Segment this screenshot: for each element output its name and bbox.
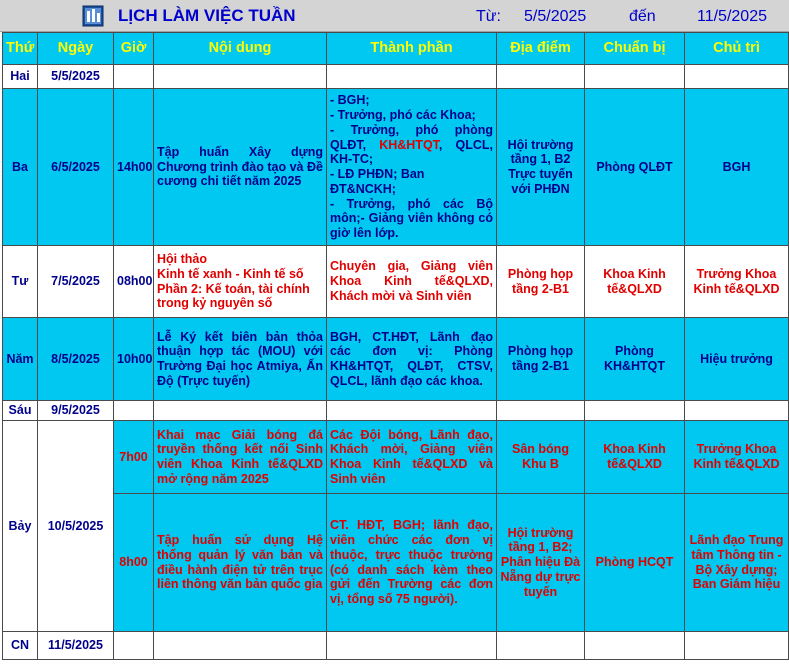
day-cell: CN xyxy=(3,632,38,660)
time-cell xyxy=(114,65,154,89)
table-row xyxy=(3,421,789,494)
host-cell xyxy=(685,65,789,89)
day-cell: Bảy xyxy=(3,421,38,632)
participants-cell xyxy=(327,65,497,89)
host-cell: Lãnh đạo Trung tâm Thông tin - Bộ Xây dựng; Ban Giám hiệu xyxy=(685,494,789,632)
time-cell: 14h00 xyxy=(114,89,154,246)
location-cell: Phòng họp tầng 2-B1 xyxy=(497,318,585,401)
participants-cell xyxy=(327,401,497,421)
location-cell: Sân bóng Khu B xyxy=(497,421,585,494)
participant-line: - BGH; xyxy=(330,93,370,108)
participant-text: , QLCL, KH-TC; xyxy=(330,137,493,167)
time-cell: 10h00 xyxy=(114,318,154,401)
date-cell: 5/5/2025 xyxy=(38,65,114,89)
host-cell: BGH xyxy=(685,89,789,246)
table-row xyxy=(3,65,789,89)
participant-text: - Trưởng, phó phòng QLĐT, xyxy=(330,122,493,152)
content-cell xyxy=(154,65,327,89)
location-cell xyxy=(497,401,585,421)
time-cell: 7h00 xyxy=(114,421,154,494)
participants-cell: Các Đội bóng, Lãnh đạo, Khách mời, Giảng viên Khoa Kinh tế&QLXD và Sinh viên xyxy=(327,421,497,494)
content-line: Kinh tế xanh - Kinh tế số xyxy=(157,266,304,281)
content-cell: Khai mạc Giải bóng đá truyền thống kết nối Sinh viên Khoa Kinh tế&QLXD mở rộng năm 2025 xyxy=(154,421,327,494)
date-cell: 11/5/2025 xyxy=(38,632,114,660)
day-cell: Tư xyxy=(3,246,38,318)
table-row xyxy=(3,494,789,632)
content-line: Hội thảo xyxy=(157,252,207,266)
host-cell: Trưởng Khoa Kinh tế&QLXD xyxy=(685,246,789,318)
page-title: LỊCH LÀM VIỆC TUẦN xyxy=(118,6,296,25)
table-row xyxy=(3,632,789,660)
participant-line: - LĐ PHĐN; Ban ĐT&NCKH; xyxy=(330,167,425,196)
preparation-cell: Khoa Kinh tế&QLXD xyxy=(585,421,685,494)
content-cell xyxy=(154,632,327,660)
col-header-time: Giờ xyxy=(114,33,154,65)
from-label: Từ: xyxy=(476,8,501,25)
date-cell: 7/5/2025 xyxy=(38,246,114,318)
col-header-host: Chủ trì xyxy=(685,33,789,65)
time-cell xyxy=(114,632,154,660)
content-cell: Tập huấn sử dụng Hệ thống quản lý văn bản và điều hành điện tử trên trục liên thông văn bản quốc gia xyxy=(154,494,327,632)
location-cell xyxy=(497,65,585,89)
host-cell xyxy=(685,401,789,421)
calendar-logo-icon xyxy=(82,5,104,27)
host-cell xyxy=(685,632,789,660)
to-label: đến xyxy=(629,8,656,25)
preparation-cell: Phòng QLĐT xyxy=(585,89,685,246)
preparation-cell: Khoa Kinh tế&QLXD xyxy=(585,246,685,318)
col-header-location: Địa điểm xyxy=(497,33,585,65)
participant-line: - Trưởng, phó các Khoa; xyxy=(330,108,476,122)
content-cell xyxy=(154,246,327,318)
time-cell: 08h00 xyxy=(114,246,154,318)
preparation-cell xyxy=(585,401,685,421)
col-header-participants: Thành phần xyxy=(327,33,497,65)
location-cell: Hội trường tầng 1, B2 Trực tuyến với PHĐN xyxy=(497,89,585,246)
participant-line: - Trưởng, phó các Bộ môn;- Giảng viên không có giờ lên lớp. xyxy=(330,196,493,240)
preparation-cell xyxy=(585,65,685,89)
highlight-text: KH&HTQT xyxy=(379,137,439,152)
day-cell: Hai xyxy=(3,65,38,89)
table-row xyxy=(3,246,789,318)
table-row xyxy=(3,318,789,401)
from-date: 5/5/2025 xyxy=(524,8,587,25)
table-header-row xyxy=(3,33,789,65)
preparation-cell xyxy=(585,632,685,660)
location-cell xyxy=(497,632,585,660)
preparation-cell: Phòng KH&HTQT xyxy=(585,318,685,401)
table-row xyxy=(3,89,789,246)
to-date: 11/5/2025 xyxy=(697,8,767,25)
participants-cell: BGH, CT.HĐT, Lãnh đạo các đơn vị: Phòng KH&HTQT, QLĐT, CTSV, QLCL, lãnh đạo các khoa. xyxy=(327,318,497,401)
location-cell: Phòng họp tầng 2-B1 xyxy=(497,246,585,318)
col-header-content: Nội dung xyxy=(154,33,327,65)
participants-cell xyxy=(327,632,497,660)
participant-line xyxy=(330,123,493,167)
date-cell: 9/5/2025 xyxy=(38,401,114,421)
host-cell: Trưởng Khoa Kinh tế&QLXD xyxy=(685,421,789,494)
col-header-date: Ngày xyxy=(38,33,114,65)
participants-cell: Chuyên gia, Giảng viên Khoa Kinh tế&QLXD, Khách mời và Sinh viên xyxy=(327,246,497,318)
participants-cell: CT. HĐT, BGH; lãnh đạo, viên chức các đơn vị thuộc, trực thuộc trường (có danh sách kèm theo gửi đến Trường các đơn vị, tổng số 75 người). xyxy=(327,494,497,632)
col-header-preparation: Chuẩn bị xyxy=(585,33,685,65)
time-cell: 8h00 xyxy=(114,494,154,632)
date-cell: 8/5/2025 xyxy=(38,318,114,401)
preparation-cell: Phòng HCQT xyxy=(585,494,685,632)
day-cell: Ba xyxy=(3,89,38,246)
day-cell: Sáu xyxy=(3,401,38,421)
time-cell xyxy=(114,401,154,421)
date-cell: 6/5/2025 xyxy=(38,89,114,246)
col-header-day: Thứ xyxy=(3,33,38,65)
content-cell xyxy=(154,401,327,421)
participants-cell xyxy=(327,89,497,246)
day-cell: Năm xyxy=(3,318,38,401)
schedule-table xyxy=(2,32,789,660)
content-line: Phần 2: Kế toán, tài chính trong kỷ nguyên số xyxy=(157,281,310,311)
content-cell: Lễ Ký kết biên bản thỏa thuận hợp tác (MOU) với Trường Đại học Atmiya, Ấn Độ (Trực tuyến) xyxy=(154,318,327,401)
location-cell: Hội trường tầng 1, B2; Phân hiệu Đà Nẵng dự trực tuyến xyxy=(497,494,585,632)
schedule-header xyxy=(0,0,789,32)
date-cell: 10/5/2025 xyxy=(38,421,114,632)
table-row xyxy=(3,401,789,421)
content-cell: Tập huấn Xây dựng Chương trình đào tạo và Đề cương chi tiết năm 2025 xyxy=(154,89,327,246)
host-cell: Hiệu trưởng xyxy=(685,318,789,401)
